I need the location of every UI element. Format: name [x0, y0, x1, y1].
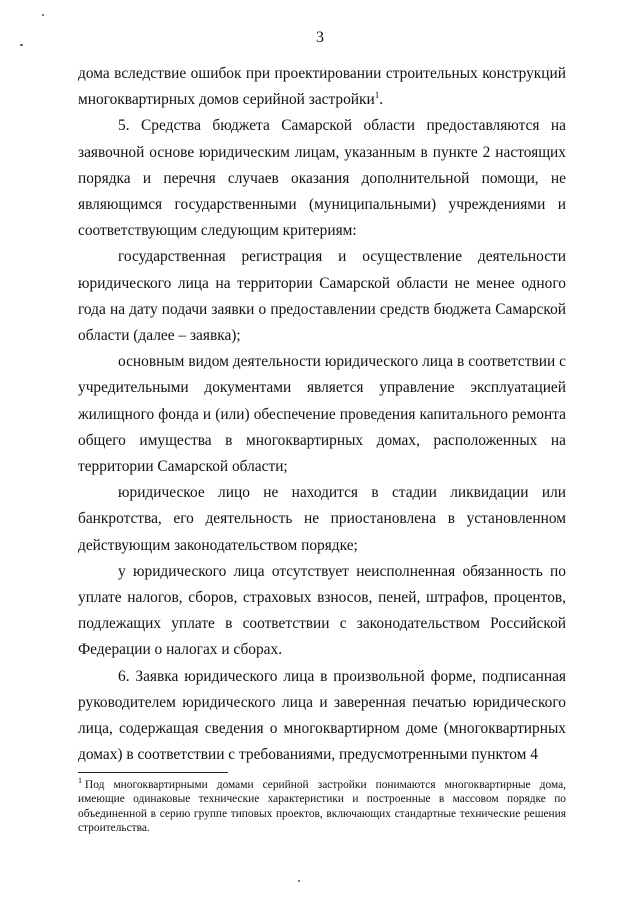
footnote-reference: 1	[374, 90, 380, 101]
document-body	[78, 61, 566, 768]
paragraph-item-5: 5. Средства бюджета Самарской области предоставляются на заявочной основе юридическим лицам, указанным в пункте 2 настоящих порядка и перечня случаев оказания дополнительной помощи, не являющимся государственными (муниципальными) учреждениями и соответствующим следующим критериям:	[78, 117, 566, 240]
criterion-liquidation: юридическое лицо не находится в стадии ликвидации или банкротства, его деятельность не приостановлена в установленном действующим законодательством порядке;	[78, 484, 566, 554]
page-number: 3	[316, 29, 324, 46]
paragraph-punctuation: .	[379, 91, 384, 109]
paragraph-continuation	[78, 61, 566, 113]
paragraph-item-6: 6. Заявка юридического лица в произвольной форме, подписанная руководителем юридического лица и заверенная печатью юридического лица, содержащая сведения о многоквартирном доме (многоквартирных домах) в соответствии с требованиями, предусмотренными пунктом 4	[78, 667, 566, 764]
footnote-separator	[78, 772, 228, 773]
criterion-registration: государственная регистрация и осуществление деятельности юридического лица на территории Самарской области не менее одного года на дату подачи заявки о предоставлении средств бюджета Самарской области (далее – заявка);	[78, 248, 566, 345]
criterion-activity: основным видом деятельности юридического лица в соответствии с учредительными документами является управление эксплуатацией жилищного фонда и (или) обеспечение проведения капитального ремонта общего имущества в многоквартирных домах, расположенных на территории Самарской области;	[78, 353, 566, 476]
footnote-mark: 1	[78, 776, 82, 786]
paragraph-text: дома вследствие ошибок при проектировании строительных конструкций многоквартирных домов серийной застройки	[78, 65, 566, 109]
scan-speck	[42, 14, 44, 16]
footnote	[78, 778, 566, 836]
footnote-text: Под многоквартирными домами серийной застройки понимаются многоквартирные дома, имеющие одинаковые технические характеристики и построенные в массовом порядке по объединенной в серию группе типовых проектов, включающих стандартные технические решения строительства.	[78, 779, 566, 835]
criterion-taxes: у юридического лица отсутствует неисполненная обязанность по уплате налогов, сборов, страховых взносов, пеней, штрафов, процентов, подлежащих уплате в соответствии с законодательством Российской Федерации о налогах и сборах.	[78, 562, 566, 659]
scan-speck	[298, 880, 300, 882]
